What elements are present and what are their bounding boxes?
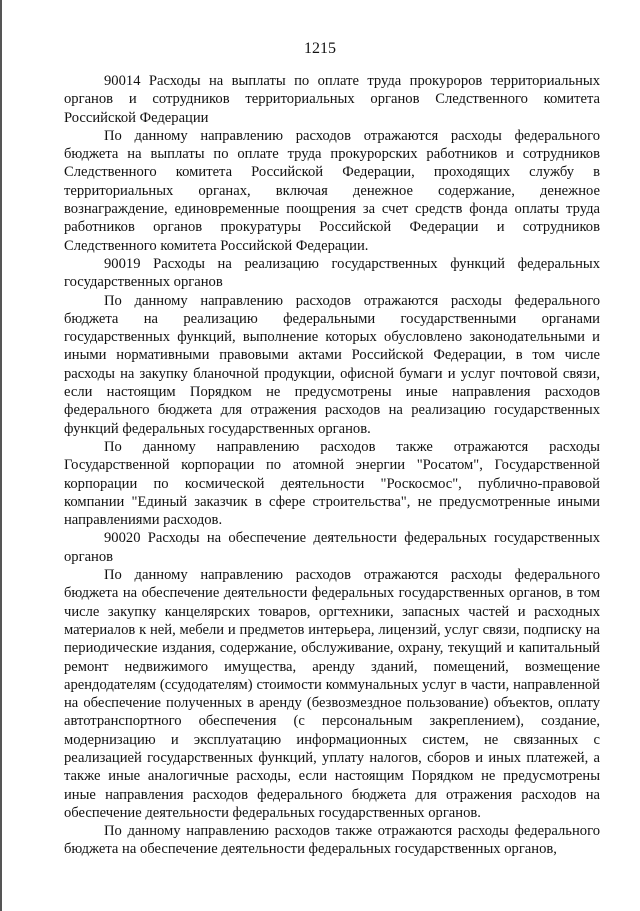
document-body — [64, 72, 600, 859]
section-heading-90019: 90019 Расходы на реализацию государственных функций федеральных государственных органов — [64, 255, 600, 291]
page-number: 1215 — [304, 40, 336, 57]
section-heading-90014: 90014 Расходы на выплаты по оплате труда прокуроров территориальных органов и сотрудников территориальных органов Следственного комитета Российской Федерации — [64, 73, 600, 126]
paragraph: По данному направлению расходов отражаются расходы федерального бюджета на обеспечение деятельности федеральных государственных органов, в том числе закупку канцелярских товаров, оргтехники, запасных частей и расходных материалов к ней, мебели и предметов интерьера, лицензий, услуг связи, подписку на периодические издания, содержание, обслуживание, охрану, текущий и капитальный ремонт недвижимого имущества, аренду зданий, помещений, возмещение арендодателям (ссудодателям) стоимости коммунальных услуг в части, направленной на обеспечение полученных в аренду (безвозмездное пользование) объектов, оплату автотранспортного обеспечения (с персональным закреплением), создание, модернизацию и эксплуатацию информационных систем, не связанных с реализацией государственных функций, уплату налогов, сборов и иных платежей, а также иные аналогичные расходы, если настоящим Порядком не предусмотрены иные направления расходов федерального бюджета для отражения расходов на обеспечение деятельности федеральных государственных органов. — [64, 567, 600, 821]
paragraph: По данному направлению расходов отражаются расходы федерального бюджета на выплаты по оплате труда прокурорских работников и сотрудников Следственного комитета Российской Федерации, проходящих службу в территориальных органах, включая денежное содержание, денежное вознаграждение, единовременные поощрения за счет средств фонда оплаты труда работников органов прокуратуры Российской Федерации и сотрудников Следственного комитета Российской Федерации. — [64, 127, 600, 254]
paragraph: По данному направлению расходов также отражаются расходы федерального бюджета на обеспечение деятельности федеральных государственных органов, — [64, 823, 600, 858]
paragraph: По данному направлению расходов также отражаются расходы Государственной корпорации по атомной энергии "Росатом", Государственной корпорации по космической деятельности "Роскосмос", публично-правовой компании "Единый заказчик в сфере строительства", не предусмотренные иными направлениями расходов. — [64, 438, 600, 529]
scan-edge-line — [0, 0, 2, 911]
section-heading-90020: 90020 Расходы на обеспечение деятельности федеральных государственных органов — [64, 530, 600, 565]
paragraph: По данному направлению расходов отражаются расходы федерального бюджета на реализацию федеральными государственными органами государственных функций, выполнение которых обусловлено законодательными и иными нормативными правовыми актами Российской Федерации, в том числе расходы на закупку бланочной продукции, офисной бумаги и услуг почтовой связи, если настоящим Порядком не предусмотрены иные направления расходов федерального бюджета для отражения расходов на реализацию государственных функций федеральных государственных органов. — [64, 292, 600, 437]
